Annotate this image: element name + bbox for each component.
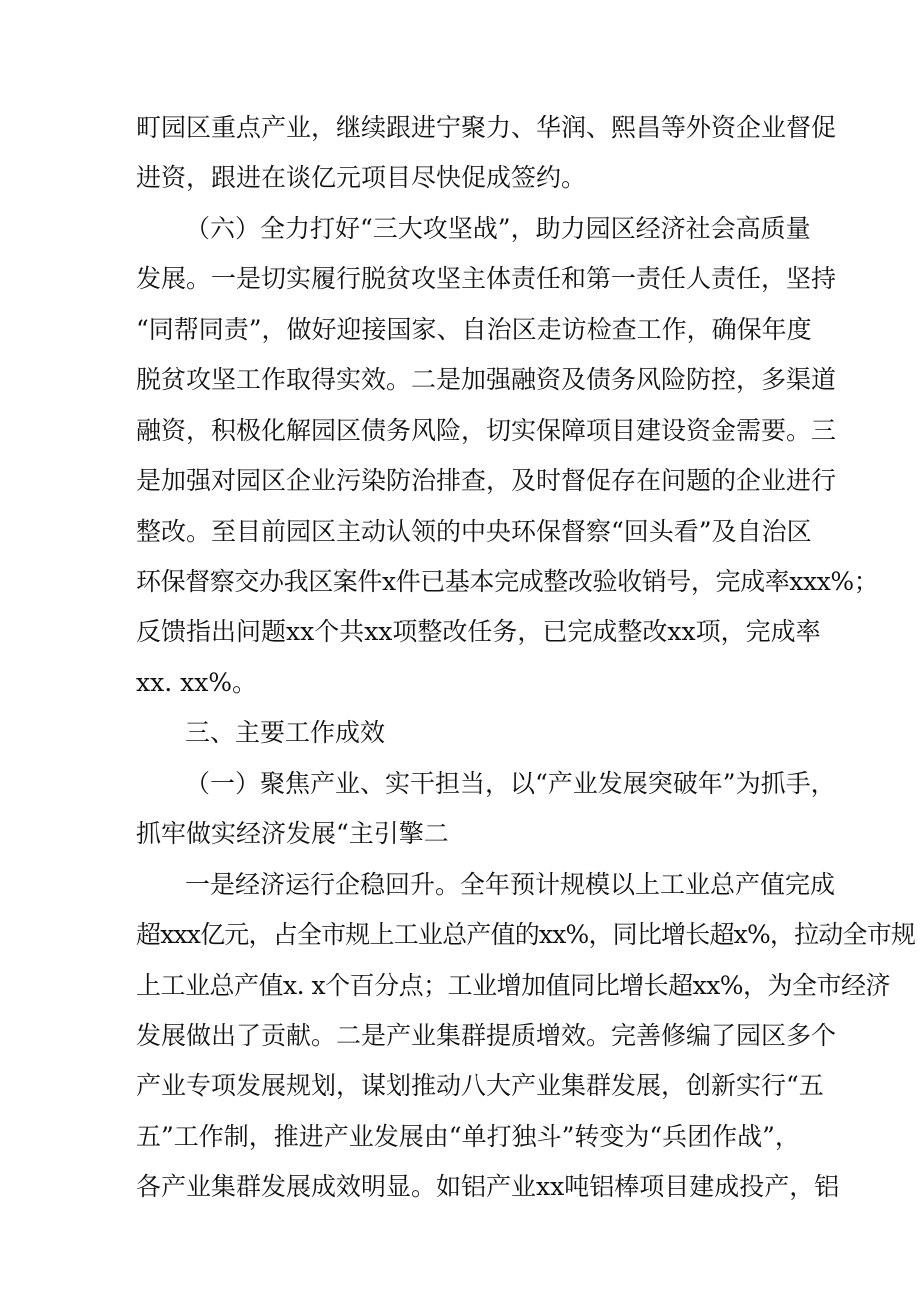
section-heading-line: 抓牢做实经济发展“主引擎二: [136, 819, 449, 848]
section-heading-line: （一）聚焦产业、实干担当，以“产业发展突破年”为抓手，: [185, 769, 836, 798]
body-text-line: 环保督察交办我区案件x件已基本完成整改验收销号，完成率xxx%；: [136, 567, 879, 596]
body-text-line: 是加强对园区企业污染防治排查，及时督促存在问题的企业进行: [136, 466, 837, 495]
body-text-line: 脱贫攻坚工作取得实效。二是加强融资及债务风险防控，多渠道: [136, 365, 837, 394]
body-text-line: 町园区重点产业，继续跟进宁聚力、华润、熙昌等外资企业督促: [136, 113, 837, 142]
body-text-line: 一是经济运行企稳回升。全年预计规模以上工业总产值完成: [185, 870, 836, 899]
body-text-line: 产业专项发展规划，谋划推动八大产业集群发展，创新实行“五: [136, 1071, 824, 1100]
body-text-line: 反馈指出问题xx个共xx项整改任务，已完成整改xx项，完成率: [136, 617, 821, 646]
body-text-line: 各产业集群发展成效明显。如铝产业xx吨铝棒项目建成投产，铝: [136, 1172, 840, 1201]
body-text-line: 超xxx亿元，占全市规上工业总产值的xx%，同比增长超x%，拉动全市规: [136, 920, 916, 949]
body-text-line: “同帮同责”，做好迎接国家、自治区走访检查工作，确保年度: [136, 315, 812, 344]
body-text-line: xx. xx%。: [136, 668, 258, 697]
body-text-line: 五”工作制，推进产业发展由“单打独斗”转变为“兵团作战”，: [136, 1122, 800, 1151]
body-text-line: 发展做出了贡献。二是产业集群提质增效。完善修编了园区多个: [136, 1021, 837, 1050]
body-text-line: 上工业总产值x. x个百分点；工业增加值同比增长超xx%，为全市经济: [136, 971, 891, 1000]
chapter-heading: 三、主要工作成效: [185, 718, 386, 747]
body-text-line: 发展。一是切实履行脱贫攻坚主体责任和第一责任人责任，坚持: [136, 264, 837, 293]
body-text-line: 进资，跟进在谈亿元项目尽快促成签约。: [136, 163, 587, 192]
body-text-line: 融资，积极化解园区债务风险，切实保障项目建设资金需要。三: [136, 416, 837, 445]
section-heading-line: （六）全力打好“三大攻坚战”，助力园区经济社会高质量: [185, 214, 811, 243]
body-text-line: 整改。至目前园区主动认领的中央环保督察“回头看”及自治区: [136, 517, 812, 546]
